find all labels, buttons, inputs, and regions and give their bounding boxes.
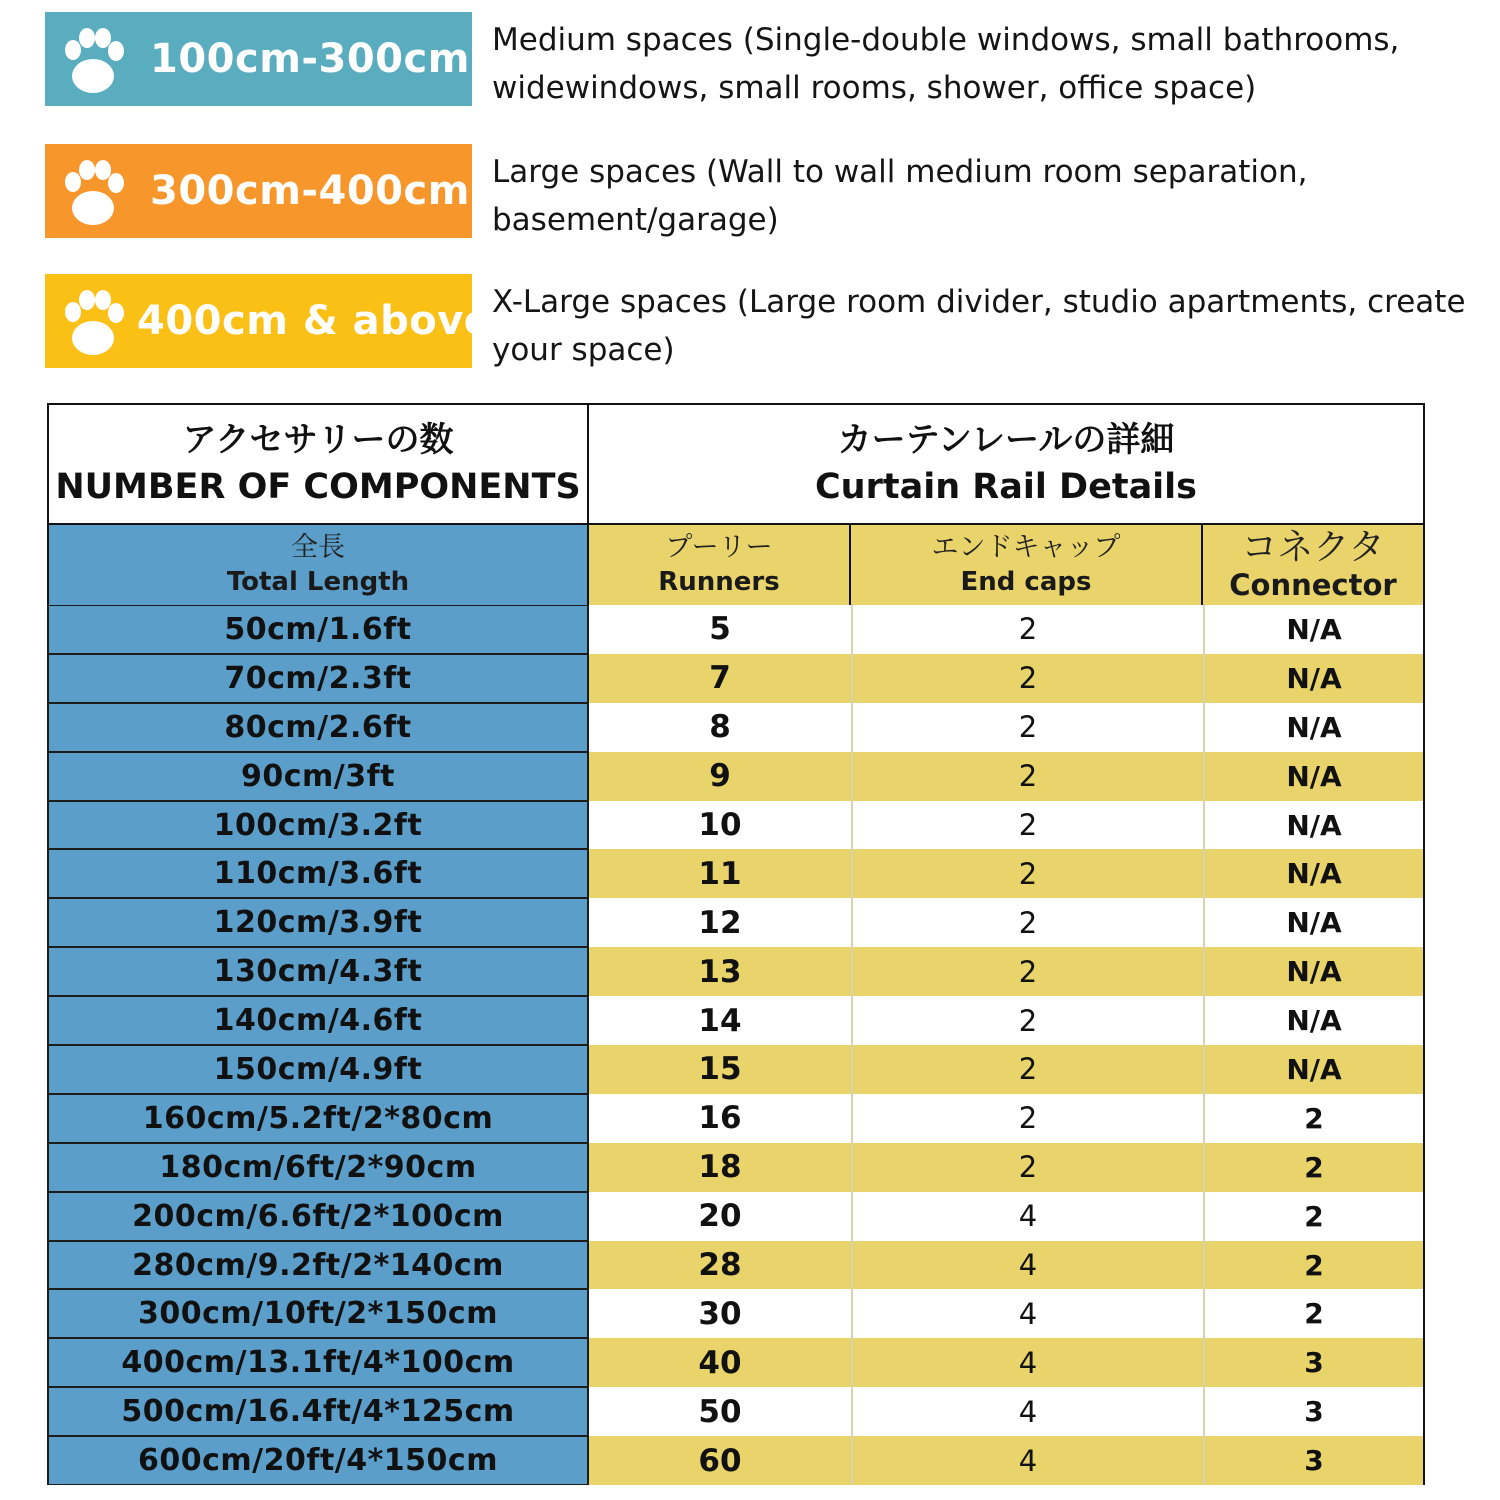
table-row [47, 1436, 1425, 1485]
cell-runners: 9 [589, 752, 851, 801]
cell-connector: 3 [1203, 1387, 1425, 1436]
cell-length: 140cm/4.6ft [47, 996, 589, 1045]
range-label: 100cm-300cm [150, 36, 470, 82]
column-header-length [47, 525, 589, 605]
range-row-large [45, 144, 1465, 240]
table-row [47, 1094, 1425, 1143]
cell-length: 200cm/6.6ft/2*100cm [47, 1192, 589, 1241]
table-body [47, 605, 1425, 1485]
range-description: X-Large spaces (Large room divider, studio apartments, create your space) [492, 284, 1466, 368]
cell-length: 130cm/4.3ft [47, 947, 589, 996]
cell-connector: N/A [1203, 605, 1425, 654]
cell-end-caps: 2 [851, 996, 1203, 1045]
table-row [47, 1192, 1425, 1241]
cell-connector: N/A [1203, 801, 1425, 850]
column-jp: コネクタ [1241, 527, 1385, 568]
column-header-connector [1203, 525, 1425, 605]
components-table [47, 403, 1425, 1485]
table-row [47, 1387, 1425, 1436]
range-description: Medium spaces (Single-double windows, small bathrooms, widewindows, small rooms, shower, office space) [492, 22, 1400, 106]
cell-length: 500cm/16.4ft/4*125cm [47, 1387, 589, 1436]
table-row [47, 1143, 1425, 1192]
cell-length: 120cm/3.9ft [47, 898, 589, 947]
range-badge-large [45, 144, 472, 238]
range-badge-xlarge [45, 274, 492, 368]
cell-end-caps: 2 [851, 1045, 1203, 1094]
cell-length: 150cm/4.9ft [47, 1045, 589, 1094]
range-description: Large spaces (Wall to wall medium room separation, basement/garage) [492, 154, 1308, 238]
cell-end-caps: 4 [851, 1289, 1203, 1338]
paw-print-icon [51, 152, 135, 232]
cell-runners: 40 [589, 1338, 851, 1387]
cell-end-caps: 2 [851, 605, 1203, 654]
cell-end-caps: 2 [851, 1094, 1203, 1143]
table-row [47, 996, 1425, 1045]
cell-length: 90cm/3ft [47, 752, 589, 801]
cell-length: 400cm/13.1ft/4*100cm [47, 1338, 589, 1387]
cell-length: 80cm/2.6ft [47, 703, 589, 752]
cell-length: 70cm/2.3ft [47, 654, 589, 703]
cell-connector: 2 [1203, 1289, 1425, 1338]
cell-runners: 8 [589, 703, 851, 752]
cell-end-caps: 4 [851, 1387, 1203, 1436]
cell-runners: 16 [589, 1094, 851, 1143]
header-en: NUMBER OF COMPONENTS [55, 467, 581, 507]
cell-end-caps: 2 [851, 898, 1203, 947]
cell-runners: 15 [589, 1045, 851, 1094]
cell-runners: 5 [589, 605, 851, 654]
cell-connector: 3 [1203, 1338, 1425, 1387]
column-en: Connector [1229, 568, 1397, 602]
cell-runners: 13 [589, 947, 851, 996]
cell-connector: 2 [1203, 1241, 1425, 1290]
table-row [47, 605, 1425, 654]
cell-connector: 2 [1203, 1192, 1425, 1241]
range-label: 400cm & above [137, 298, 492, 344]
table-header-components [47, 403, 589, 525]
cell-end-caps: 2 [851, 752, 1203, 801]
column-jp: プーリー [665, 532, 773, 563]
table-header-rail-details [587, 403, 1425, 525]
column-header-end-caps [851, 525, 1203, 605]
cell-connector: N/A [1203, 898, 1425, 947]
table-row [47, 654, 1425, 703]
table-row [47, 898, 1425, 947]
paw-print-icon [51, 20, 135, 100]
table-row [47, 1338, 1425, 1387]
cell-runners: 20 [589, 1192, 851, 1241]
paw-print-icon [51, 282, 135, 362]
column-jp: エンドキャップ [931, 532, 1121, 563]
cell-end-caps: 4 [851, 1192, 1203, 1241]
table-row [47, 1241, 1425, 1290]
cell-length: 110cm/3.6ft [47, 849, 589, 898]
column-jp: 全長 [291, 532, 345, 563]
range-row-medium [45, 12, 1465, 108]
column-en: Runners [658, 567, 780, 597]
cell-length: 160cm/5.2ft/2*80cm [47, 1094, 589, 1143]
cell-connector: 3 [1203, 1436, 1425, 1485]
cell-length: 180cm/6ft/2*90cm [47, 1143, 589, 1192]
cell-length: 100cm/3.2ft [47, 801, 589, 850]
cell-end-caps: 2 [851, 703, 1203, 752]
cell-end-caps: 2 [851, 1143, 1203, 1192]
cell-connector: N/A [1203, 703, 1425, 752]
cell-runners: 12 [589, 898, 851, 947]
cell-connector: N/A [1203, 947, 1425, 996]
cell-connector: N/A [1203, 996, 1425, 1045]
header-jp: カーテンレールの詳細 [837, 420, 1175, 460]
table-row [47, 947, 1425, 996]
cell-runners: 7 [589, 654, 851, 703]
header-en: Curtain Rail Details [814, 467, 1198, 507]
column-header-runners [589, 525, 851, 605]
cell-runners: 18 [589, 1143, 851, 1192]
cell-runners: 50 [589, 1387, 851, 1436]
table-row [47, 752, 1425, 801]
cell-end-caps: 2 [851, 947, 1203, 996]
table-row [47, 801, 1425, 850]
cell-end-caps: 2 [851, 801, 1203, 850]
column-en: End caps [960, 567, 1092, 597]
cell-connector: N/A [1203, 752, 1425, 801]
cell-end-caps: 4 [851, 1436, 1203, 1485]
cell-connector: 2 [1203, 1143, 1425, 1192]
cell-end-caps: 2 [851, 654, 1203, 703]
cell-length: 50cm/1.6ft [47, 605, 589, 654]
range-label: 300cm-400cm [150, 168, 470, 214]
cell-connector: 2 [1203, 1094, 1425, 1143]
table-row [47, 849, 1425, 898]
cell-end-caps: 2 [851, 849, 1203, 898]
cell-runners: 14 [589, 996, 851, 1045]
column-en: Total Length [226, 567, 410, 597]
cell-connector: N/A [1203, 849, 1425, 898]
table-row [47, 1045, 1425, 1094]
cell-length: 300cm/10ft/2*150cm [47, 1289, 589, 1338]
cell-length: 600cm/20ft/4*150cm [47, 1436, 589, 1485]
cell-end-caps: 4 [851, 1241, 1203, 1290]
range-badge-medium [45, 12, 472, 106]
cell-end-caps: 4 [851, 1338, 1203, 1387]
cell-runners: 11 [589, 849, 851, 898]
table-row [47, 703, 1425, 752]
cell-length: 280cm/9.2ft/2*140cm [47, 1241, 589, 1290]
range-row-xlarge [45, 274, 1465, 370]
cell-connector: N/A [1203, 654, 1425, 703]
header-jp: アクセサリーの数 [182, 420, 454, 460]
cell-runners: 60 [589, 1436, 851, 1485]
cell-connector: N/A [1203, 1045, 1425, 1094]
cell-runners: 10 [589, 801, 851, 850]
cell-runners: 28 [589, 1241, 851, 1290]
table-row [47, 1289, 1425, 1338]
cell-runners: 30 [589, 1289, 851, 1338]
